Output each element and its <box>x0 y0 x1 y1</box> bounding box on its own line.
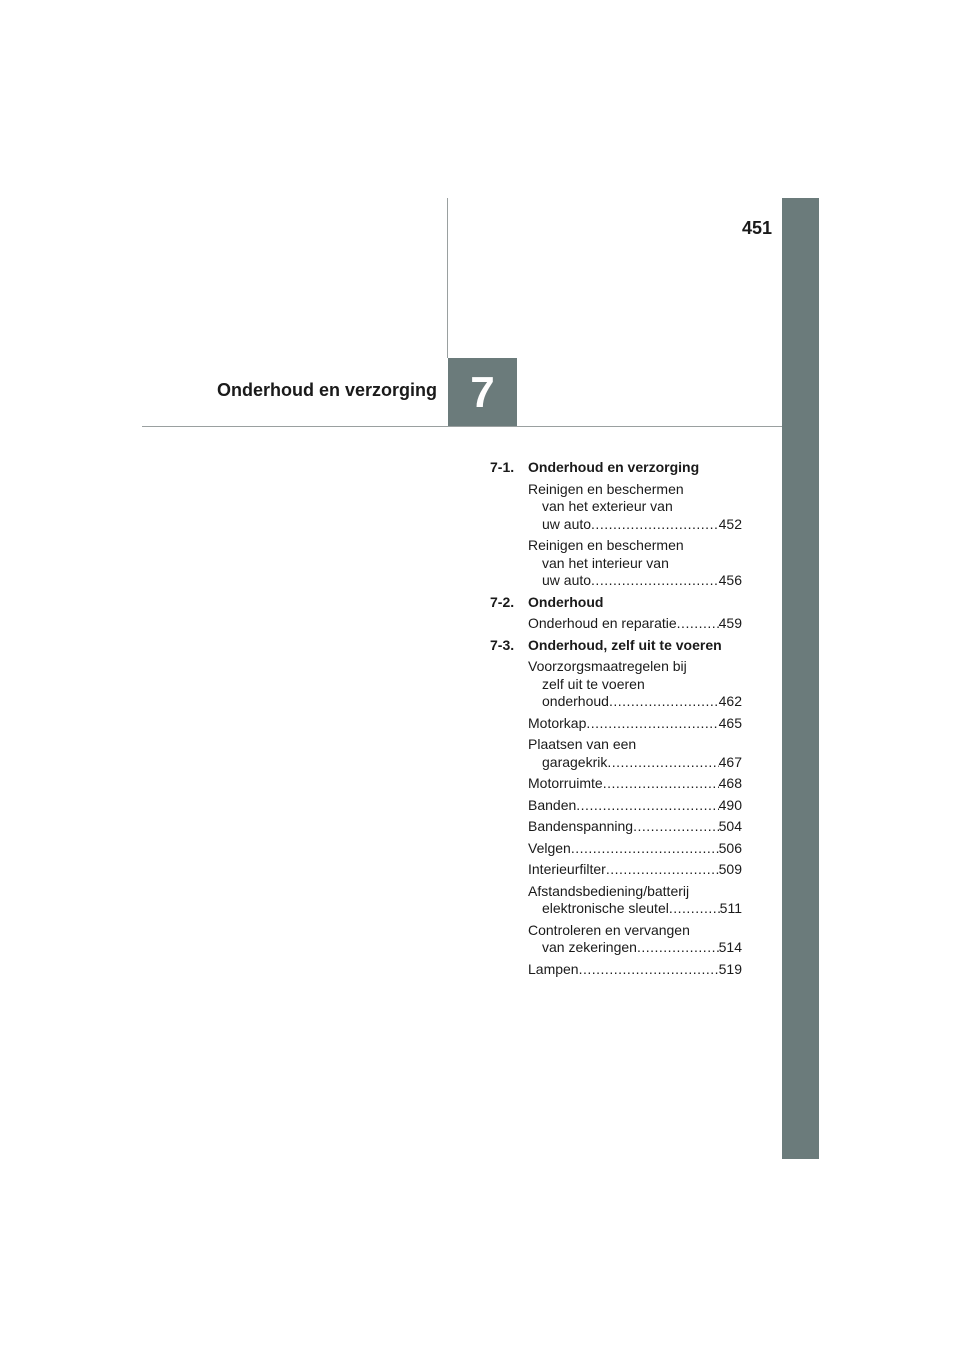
toc-entry[interactable] <box>470 615 742 633</box>
toc-entry-text: Banden <box>528 796 577 813</box>
toc-leader-dots <box>633 818 719 836</box>
toc-entry-text: Plaatsen van een <box>528 736 637 752</box>
toc-entry-text: Motorkap <box>528 714 587 731</box>
toc-entry-text: Onderhoud en reparatie <box>528 615 677 631</box>
toc-entry[interactable] <box>470 961 742 979</box>
toc-section-heading <box>470 637 742 655</box>
table-of-contents <box>470 459 742 978</box>
toc-entry-text: Interieurfilter <box>528 861 606 877</box>
toc-entry[interactable] <box>470 537 742 590</box>
toc-entry-text: van zekeringen <box>542 939 637 955</box>
toc-entry-line <box>528 693 742 711</box>
toc-entry-text: uw auto <box>542 515 592 532</box>
toc-page-number: 462 <box>718 693 742 709</box>
toc-leader-dots <box>637 939 719 957</box>
toc-page-number: 490 <box>718 796 742 813</box>
toc-leader-dots <box>606 861 719 879</box>
toc-entry-line <box>528 516 742 534</box>
toc-entry-text: Voorzorgsmaatregelen bij <box>528 658 687 674</box>
toc-entry[interactable] <box>470 658 742 711</box>
toc-leader-dots <box>603 775 719 793</box>
page-number: 451 <box>741 218 772 238</box>
toc-entry-text: uw auto <box>542 572 592 588</box>
chapter-title: Onderhoud en verzorging <box>216 380 437 400</box>
toc-page-number: 452 <box>718 515 742 532</box>
toc-leader-dots <box>591 572 719 590</box>
toc-page-number: 459 <box>718 615 742 631</box>
toc-leader-dots <box>669 900 720 918</box>
toc-leader-dots <box>586 715 718 733</box>
toc-entry-line <box>528 840 742 858</box>
toc-entry[interactable] <box>470 818 742 836</box>
toc-entry-text: Motorruimte <box>528 775 603 791</box>
horizontal-divider <box>142 426 782 427</box>
toc-entry-line <box>528 797 742 815</box>
toc-entry-line <box>528 861 742 879</box>
toc-entry-line <box>528 615 742 633</box>
toc-entry-line <box>528 900 742 918</box>
toc-section-number: 7-1. <box>490 459 515 475</box>
toc-section-number: 7-2. <box>490 593 515 610</box>
toc-leader-dots <box>607 754 718 772</box>
toc-entry-text: van het exterieur van <box>542 498 673 514</box>
toc-entry[interactable] <box>470 715 742 733</box>
toc-entry[interactable] <box>470 736 742 771</box>
toc-entry-line <box>528 572 742 590</box>
toc-entry[interactable] <box>470 861 742 879</box>
toc-entry[interactable] <box>470 797 742 815</box>
toc-entry[interactable] <box>470 775 742 793</box>
toc-entry-text: garagekrik <box>542 753 608 770</box>
toc-entry-text: van het interieur van <box>542 554 669 571</box>
toc-page-number: 514 <box>718 939 742 955</box>
toc-section-title: Onderhoud <box>528 593 604 610</box>
toc-entry[interactable] <box>470 481 742 534</box>
toc-entry-text: Velgen <box>528 839 571 856</box>
toc-entry-line <box>528 715 742 733</box>
toc-leader-dots <box>677 615 719 633</box>
toc-entry[interactable] <box>470 840 742 858</box>
toc-entry-text: Afstandsbediening/batterij <box>528 882 690 899</box>
toc-entry-text: Reinigen en beschermen <box>528 480 684 497</box>
toc-entry-line <box>528 939 742 957</box>
toc-page-number: 468 <box>718 775 742 791</box>
toc-page-number: 504 <box>718 818 742 834</box>
toc-page-number: 509 <box>718 861 742 877</box>
toc-leader-dots <box>609 693 719 711</box>
toc-page-number: 456 <box>718 572 742 588</box>
toc-section-number: 7-3. <box>490 636 515 653</box>
toc-entry[interactable] <box>470 883 742 918</box>
toc-page-number: 519 <box>718 960 742 977</box>
chapter-side-tab <box>782 198 819 1159</box>
toc-leader-dots <box>591 516 719 534</box>
toc-section-title: Onderhoud, zelf uit te voeren <box>528 636 722 653</box>
toc-entry[interactable] <box>470 922 742 957</box>
toc-page-number: 506 <box>718 839 742 856</box>
chapter-number: 7 <box>470 367 495 417</box>
toc-entry-text: Controleren en vervangen <box>528 921 690 938</box>
toc-entry-line <box>528 961 742 979</box>
toc-page-number: 465 <box>718 714 742 731</box>
toc-entry-text: Lampen <box>528 960 579 977</box>
toc-page-number: 511 <box>719 900 742 916</box>
toc-leader-dots <box>579 961 719 979</box>
toc-entry-text: Reinigen en beschermen <box>528 537 684 553</box>
toc-section-title: Onderhoud en verzorging <box>528 459 700 475</box>
toc-section-heading <box>470 594 742 612</box>
toc-entry-text: zelf uit te voeren <box>542 675 645 692</box>
toc-entry-text: Bandenspanning <box>528 818 634 834</box>
toc-leader-dots <box>576 797 718 815</box>
toc-entry-text: onderhoud <box>542 693 609 709</box>
chapter-number-box <box>448 358 517 427</box>
toc-section-heading <box>470 459 742 477</box>
toc-entry-line <box>528 775 742 793</box>
toc-entry-line <box>528 818 742 836</box>
toc-page-number: 467 <box>718 753 742 770</box>
toc-leader-dots <box>571 840 719 858</box>
toc-entry-text: elektronische sleutel <box>542 900 669 916</box>
toc-entry-line <box>528 754 742 772</box>
vertical-divider <box>447 198 448 358</box>
